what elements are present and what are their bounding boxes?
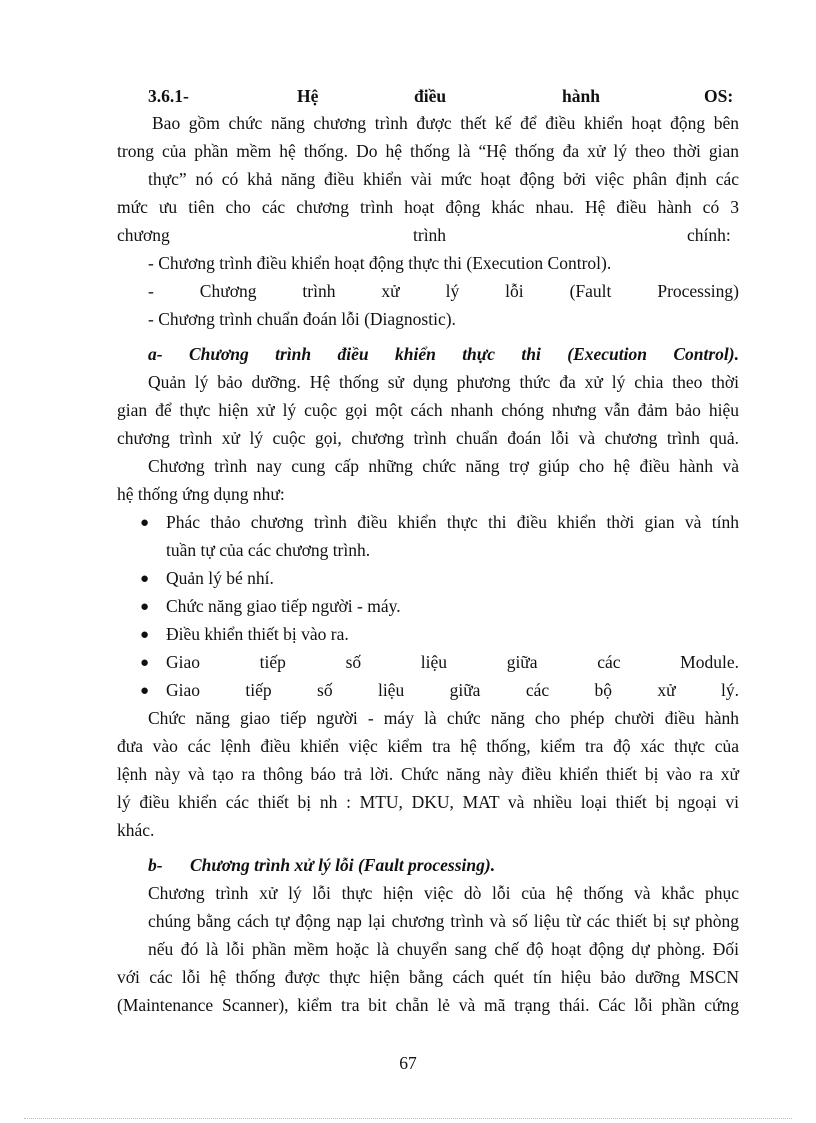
heading-word: điều [414, 86, 447, 106]
para-word: chương [117, 225, 170, 245]
para-line: Bao gồm chức năng chương trình được thết kế để điều khiển hoạt động bên [152, 113, 739, 133]
para-line: Chương trình xử lý lỗi thực hiện việc dò lỗi của hệ thống và khắc phục [148, 883, 739, 903]
para-line: mức ưu tiên cho các chương trình hoạt động khác nhau. Hệ điều hành có 3 [117, 197, 739, 217]
list-item: Chức năng giao tiếp người - máy. [166, 596, 401, 616]
bullet-icon: ● [140, 515, 150, 531]
para-word: chính: [687, 225, 731, 245]
bullet-icon: ● [140, 655, 150, 671]
para-line: Quản lý bảo dưỡng. Hệ thống sử dụng phương thức đa xử lý chia theo thời [148, 372, 739, 392]
list-item: Quản lý bé nhí. [166, 568, 274, 588]
para-line: Chức năng giao tiếp người - máy là chức năng cho phép chười điều hành [148, 708, 739, 728]
list-item: tuần tự của các chương trình. [166, 540, 371, 560]
program-item: - Chương trình xử lý lỗi (Fault Processing) [148, 281, 739, 301]
list-item: Giao tiếp số liệu giữa các bộ xử lý. [166, 680, 739, 700]
para-line: chúng bằng cách tự động nạp lại chương trình và số liệu từ các thiết bị sự phòng [148, 911, 739, 931]
list-item: Phác thảo chương trình điều khiển thực thi điều khiển thời gian và tính [166, 512, 739, 532]
para-line: khác. [117, 820, 155, 840]
para-line: gian để thực hiện xử lý cuộc gọi một cách nhanh chóng nhưng vẫn đảm bảo hiệu [117, 400, 739, 420]
bullet-icon: ● [140, 627, 150, 643]
heading-word: hành [562, 86, 600, 106]
para-line: lý điều khiển các thiết bị nh : MTU, DKU, MAT và nhiều loại thiết bị ngoại vi [117, 792, 739, 812]
para-line: với các lỗi hệ thống được thực hiện bằng cách quét tín hiệu bảo dưỡng MSCN [117, 967, 739, 987]
list-item: Giao tiếp số liệu giữa các Module. [166, 652, 739, 672]
program-item: - Chương trình chuẩn đoán lỗi (Diagnostic). [148, 309, 456, 329]
heading-word: OS: [704, 86, 734, 106]
bullet-icon: ● [140, 683, 150, 699]
heading-word: Hệ [297, 86, 319, 106]
para-line: Chương trình nay cung cấp những chức năng trợ giúp cho hệ điều hành và [148, 456, 739, 476]
heading-number: 3.6.1- [148, 86, 189, 106]
bottom-divider [24, 1118, 792, 1119]
list-item: Điều khiển thiết bị vào ra. [166, 624, 349, 644]
para-word: trình [413, 225, 447, 245]
para-line: chương trình xử lý cuộc gọi, chương trình chuẩn đoán lỗi và chương trình quả. [117, 428, 739, 448]
para-line: (Maintenance Scanner), kiểm tra bit chẵn lẻ và mã trạng thái. Các lỗi phần cứng [117, 995, 739, 1015]
para-line: hệ thống ứng dụng như: [117, 484, 285, 504]
para-line: nếu đó là lỗi phần mềm hoặc là chuyển sang chế độ hoạt động dự phòng. Đối [148, 939, 739, 959]
page-number: 67 [399, 1053, 417, 1073]
bullet-icon: ● [140, 571, 150, 587]
section-b-label: b- [148, 855, 163, 875]
bullet-icon: ● [140, 599, 150, 615]
section-b-title: Chương trình xử lý lỗi (Fault processing). [190, 855, 496, 875]
para-line: trong của phần mềm hệ thống. Do hệ thống là “Hệ thống đa xử lý theo thời gian [117, 141, 739, 161]
program-item: - Chương trình điều khiển hoạt động thực thi (Execution Control). [148, 253, 612, 273]
para-line: đưa vào các lệnh điều khiển việc kiểm tra hệ thống, kiểm tra độ xác thực của [117, 736, 739, 756]
para-line: lệnh này và tạo ra thông báo trả lời. Chức năng này điều khiển thiết bị vào ra xử [117, 764, 739, 784]
para-line: thực” nó có khả năng điều khiển vài mức hoạt động bởi việc phân định các [148, 169, 739, 189]
section-a-title: a- Chương trình điều khiển thực thi (Execution Control). [148, 344, 739, 364]
